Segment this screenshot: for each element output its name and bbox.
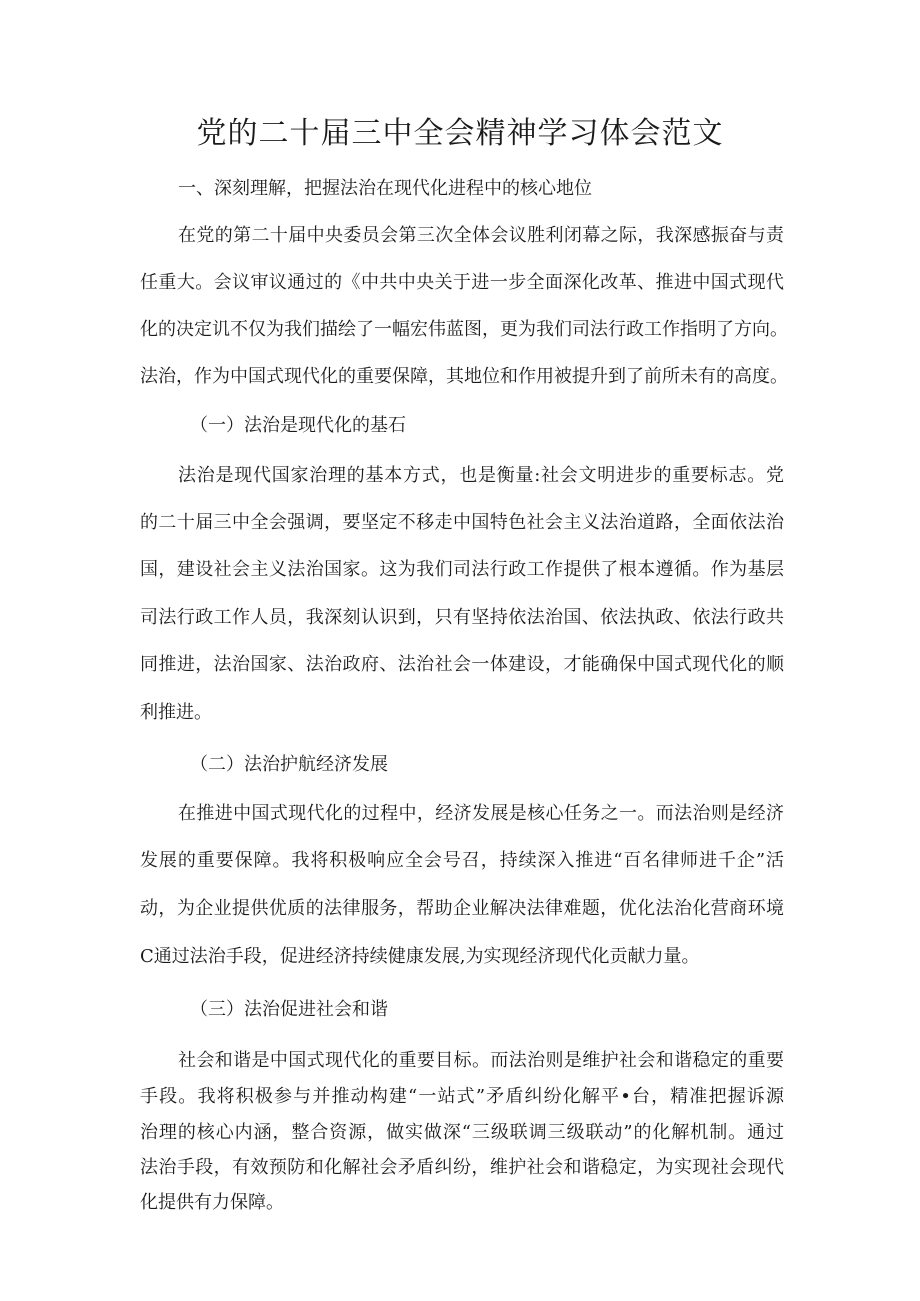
paragraph-line: 社会和谐是中国式现代化的重要目标。而法治则是维护社会和谐稳定的重要 <box>178 1050 784 1071</box>
paragraph-line: 在党的第二十届中央委员会第三次全体会议胜利闭幕之际，我深感振奋与责 <box>178 225 784 246</box>
paragraph-line: 化提供有力保障。 <box>140 1192 284 1213</box>
paragraph-line: 发展的重要保障。我将积极响应全会号召，持续深入推进“百名律师进千企”活 <box>140 850 784 871</box>
paragraph-line: 司法行政工作人员，我深刻认识到，只有坚持依法治国、依法执政、依法行政共 <box>140 607 784 628</box>
paragraph-line: 手段。我将积极参与并推动构建“一站式”矛盾纠纷化解平•台，精准把握诉源 <box>140 1086 784 1107</box>
paragraph-line: 的二十届三中全会强调，要坚定不移走中国特色社会主义法治道路，全面依法治 <box>140 512 784 533</box>
subsection-heading-2: （二）法治护航经济发展 <box>190 754 388 775</box>
paragraph-line: 治理的核心内涵，整合资源，做实做深“三级联调三级联动”的化解机制。通过 <box>140 1122 784 1143</box>
document-title: 党的二十届三中全会精神学习体会范文 <box>196 116 724 151</box>
subsection-heading-3: （三）法治促进社会和谐 <box>190 999 388 1020</box>
paragraph-line: 在推进中国式现代化的过程中，经济发展是核心任务之一。而法治则是经济 <box>178 803 784 824</box>
subsection-heading-1: （一）法治是现代化的基石 <box>190 415 406 436</box>
paragraph-line: 任重大。会议审议通过的《中共中央关于进一步全面深化改革、推进中国式现代 <box>140 272 784 293</box>
paragraph-line: C通过法治手段，促进经济持续健康发展,为实现经济现代化贡献力量。 <box>140 946 700 967</box>
paragraph-line: 化的决定讥不仅为我们描绘了一幅宏伟蓝图，更为我们司法行政工作指明了方向。 <box>140 319 788 340</box>
paragraph-line: 动，为企业提供优质的法律服务，帮助企业解决法律难题，优化法治化营商环境 <box>140 898 784 919</box>
paragraph-line: 同推进，法治国家、法治政府、法治社会一体建设，才能确保中国式现代化的顺 <box>140 654 784 675</box>
paragraph-line: 利推进。 <box>140 702 212 723</box>
paragraph-line: 国，建设社会主义法治国家。这为我们司法行政工作提供了根本遵循。作为基层 <box>140 559 784 580</box>
paragraph-line: 法治是现代国家治理的基本方式，也是衡量:社会文明进步的重要标志。党 <box>178 465 784 486</box>
paragraph-line: 法治手段，有效预防和化解社会矛盾纠纷，维护社会和谐稳定，为实现社会现代 <box>140 1157 784 1178</box>
section-heading-1: 一、深刻理解，把握法治在现代化进程中的核心地位 <box>178 178 592 199</box>
paragraph-line: 法治，作为中国式现代化的重要保障，其地位和作用被提升到了前所未有的高度。 <box>140 366 788 387</box>
